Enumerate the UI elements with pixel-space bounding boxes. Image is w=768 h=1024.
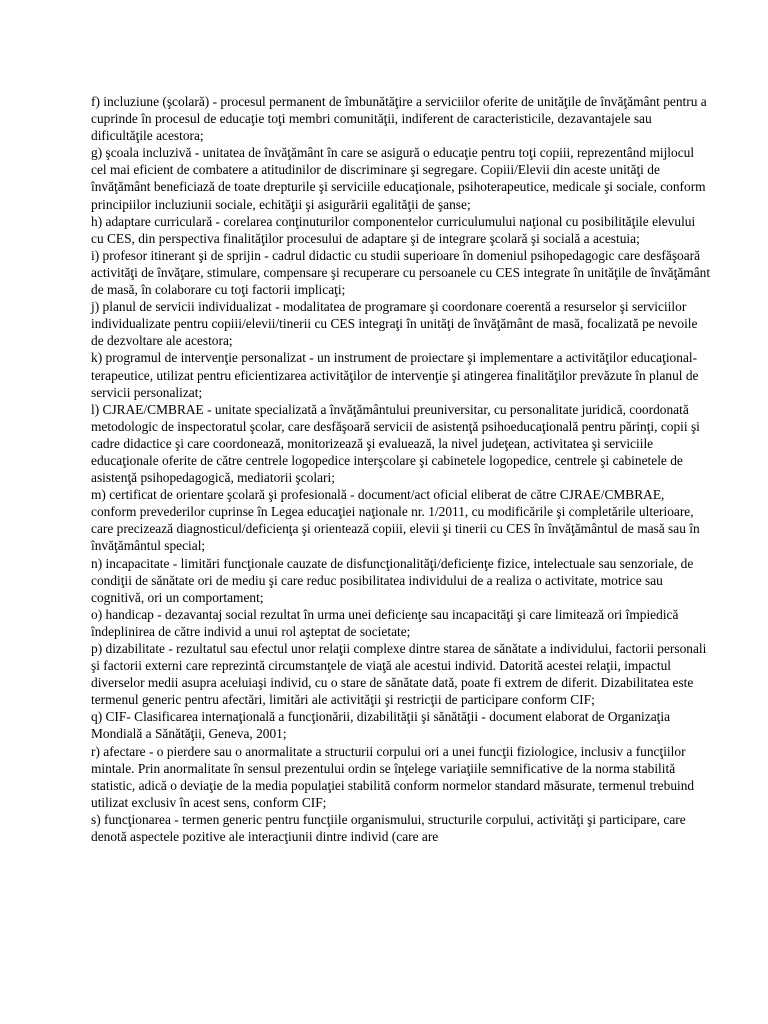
- definition-q: q) CIF- Clasificarea internaţională a funcţionării, dizabilităţii şi sănătăţii - document elaborat de Organizaţia Mondială a Sănătăţii, Geneva, 2001;: [91, 709, 671, 742]
- definition-p: p) dizabilitate - rezultatul sau efectul unor relaţii complexe dintre starea de sănătate a individului, factorii personali şi factorii externi care reprezintă circumstanţele de viaţă ale acestui individ. Datorită acestei relaţii, impactul diverselor medii asupra aceluiaşi individ, cu o stare de sănătate dată, poate fi extrem de diferit. Dizabilitatea este termenul generic pentru afectări, limitări ale activităţii şi restricţii de participare conform CIF;: [91, 641, 707, 708]
- definition-l: l) CJRAE/CMBRAE - unitate specializată a învăţământului preuniversitar, cu personalitate juridică, coordonată metodologic de inspectoratul şcolar, care desfăşoară servicii de asistenţă psihoeducaţională pentru părinţi, copii şi cadre didactice şi care coordonează, monitorizează şi evaluează, la nivel judeţean, activitatea şi serviciile educaţionale oferite de către centrele logopedice interşcolare şi cabinetele logopedice, centrele şi cabinetele de asistenţă psihopedagogică, mediatorii şcolari;: [91, 401, 700, 486]
- definition-k: k) programul de intervenţie personalizat - un instrument de proiectare şi implementare a activităţilor educaţional-terapeutice, utilizat pentru eficientizarea activităţilor de intervenţie şi atingerea finalităţilor prevăzute în planul de servicii personalizat;: [91, 350, 699, 400]
- definition-o: o) handicap - dezavantaj social rezultat în urma unei deficienţe sau incapacităţi şi care limitează ori împiedică îndeplinirea de către individ a unui rol aşteptat de societate;: [91, 606, 679, 639]
- definition-i: i) profesor itinerant şi de sprijin - cadrul didactic cu studii superioare în domeniul psihopedagogic care desfăşoară activităţi de învăţare, stimulare, compensare şi recuperare cu persoanele cu CES integrate în unităţile de învăţământ de masă, în colaborare cu toţi factorii implicaţi;: [91, 247, 711, 298]
- definition-r: r) afectare - o pierdere sau o anormalitate a structurii corpului ori a unei funcţii fiziologice, inclusiv a funcţiilor mintale. Prin anormalitate în sensul prezentului ordin se înţelege variaţiile semnificative de la norma stabilită statistic, adică o deviaţie de la media populaţiei stabilită conform normelor standard măsurate, termenul trebuind utilizat exclusiv în acest sens, conform CIF;: [91, 743, 695, 810]
- definition-f: f) incluziune (şcolară) - procesul permanent de îmbunătăţire a serviciilor oferite de unităţile de învăţământ pentru a cuprinde în procesul de educaţie toţi membri comunităţii, indiferent de caracteristicile, dezavantajele sau dificultăţile acestora;: [91, 94, 707, 144]
- definition-s: s) funcţionarea - termen generic pentru funcţiile organismului, structurile corpului, activităţi şi participare, care denotă aspectele pozitive ale interacţiunii dintre individ (care are: [91, 811, 686, 845]
- definition-g: g) şcoala incluzivă - unitatea de învăţământ în care se asigură o educaţie pentru toţi copiii, reprezentând mijlocul cel mai eficient de combatere a atitudinilor de discriminare şi segregare. Copiii/Elevii din aceste unităţi de învăţământ beneficiază de toate drepturile şi serviciile educaţionale, psihoterapeutice, medicale şi sociale, conform principiilor incluziunii sociale, echităţii şi asigurării egalităţii de şanse;: [91, 145, 706, 212]
- document-page: [91, 93, 711, 845]
- definition-m: m) certificat de orientare şcolară şi profesională - document/act oficial eliberat de către CJRAE/CMBRAE, conform prevederilor cuprinse în Legea educaţiei naţionale nr. 1/2011, cu modificările şi completările ulterioare, care precizează diagnosticul/deficienţa şi orientează copiii, elevii şi tinerii cu CES în învăţământul de masă sau în învăţământul special;: [91, 487, 700, 554]
- definition-h: h) adaptare curriculară - corelarea conţinuturilor componentelor curriculumului naţional cu posibilităţile elevului cu CES, din perspectiva finalităţilor procesului de adaptare şi de integrare şcolară şi socială a acestuia;: [91, 213, 696, 246]
- definition-j: j) planul de servicii individualizat - modalitatea de programare şi coordonare coerentă a resurselor şi serviciilor individualizate pentru copiii/elevii/tinerii cu CES integraţi în unităţi de învăţământ de masă, focalizată pe nevoile de dezvoltare ale acestora;: [91, 299, 698, 349]
- definition-n: n) incapacitate - limitări funcţionale cauzate de disfuncţionalităţi/deficienţe fizice, intelectuale sau senzoriale, de condiţii de sănătate ori de mediu şi care reduc posibilitatea individului de a realiza o activitate, motrice sau cognitivă, ori un comportament;: [91, 555, 694, 605]
